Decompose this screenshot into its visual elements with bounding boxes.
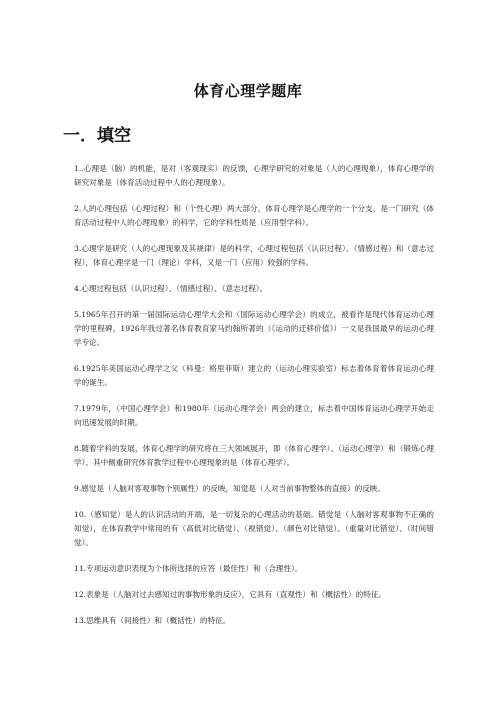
question-item-4: 4.心理过程包括（认识过程）、（情感过程）、（意志过程）。	[74, 284, 268, 293]
question-item-8: 8.随着学科的发展，体育心理学的研究将在三大领域展开，即（体育心理学）、（运动心理学）和（锻炼心理学）、其中侧重研究体育教学过程中心理现象的是（体育心理学）。	[74, 444, 434, 467]
question-item-5: 5.1965年召开的第一届国际运动心理学大会和（国际运动心理学会）的成立，被看作是现代体育运动心理学的里程碑，1926年我过著名体育教育家马约翰所著的（《运动的迁移价值》）一文是我国最早的运动心理学专论。	[74, 310, 434, 347]
document-title: 体育心理学题库	[193, 82, 303, 100]
question-item-9: 9.感觉是（人脑对客观事物个别属性）的反映，知觉是（人对当前事物整体的直接）的反映。	[74, 484, 385, 493]
question-item-7: 7.1979年，（中国心理学会）和1980年（运动心理学会）两会的建立，标志着中国体育运动心理学开始走向迅速发展的时期。	[74, 404, 434, 427]
section-heading: 一．填空	[63, 126, 131, 146]
question-item-6: 6.1925年美国运动心理学之父（科曼：格里菲斯）建立的（运动心理实验室）标志着体育着体育运动心理学的诞生。	[74, 364, 434, 387]
question-item-11: 11.专项运动意识表现为个体所选择的应答（最佳性）和（合理性）。	[74, 564, 303, 573]
question-item-10: 10.（感知觉）是人的认识活动的开端，是一切复杂的心理活动的基础。错觉是（人脑对客观事物不正确的知觉），在体育教学中常用的有（高低对比错觉）、（视错觉）、（颜色对比错觉）、（重量对比错觉）、（时间错觉）。	[74, 510, 434, 547]
question-item-3: 3.心理学是研究（人的心理现象及其规律）是的科学，心理过程包括（认识过程）、（情感过程）和（意志过程），体育心理学是一门（理论）学科，又是一门（应用）较强的学科。	[74, 244, 434, 267]
question-item-13: 13.思维具有（间接性）和（概括性）的特征。	[74, 616, 231, 625]
question-list	[74, 162, 434, 640]
question-item-1: 1..心理是（脑）的机能，是对（客观现实）的反馈，心理学研究的对象是（人的心理现象），体育心理学的研究对象是（体育活动过程中人的心理现象）。	[74, 164, 434, 187]
question-item-12: 12.表象是（人脑对过去感知过的事物形象的反应），它具有（直观性）和（概括性）的特征。	[74, 590, 387, 599]
question-item-2: 2.人的心理包括（心理过程）和（个性心理）两大部分，体育心理学是心理学的一个分支，是一门研究（体育活动过程中人的心理现象）的科学，它的学科性质是（应用型学科）。	[74, 204, 434, 227]
